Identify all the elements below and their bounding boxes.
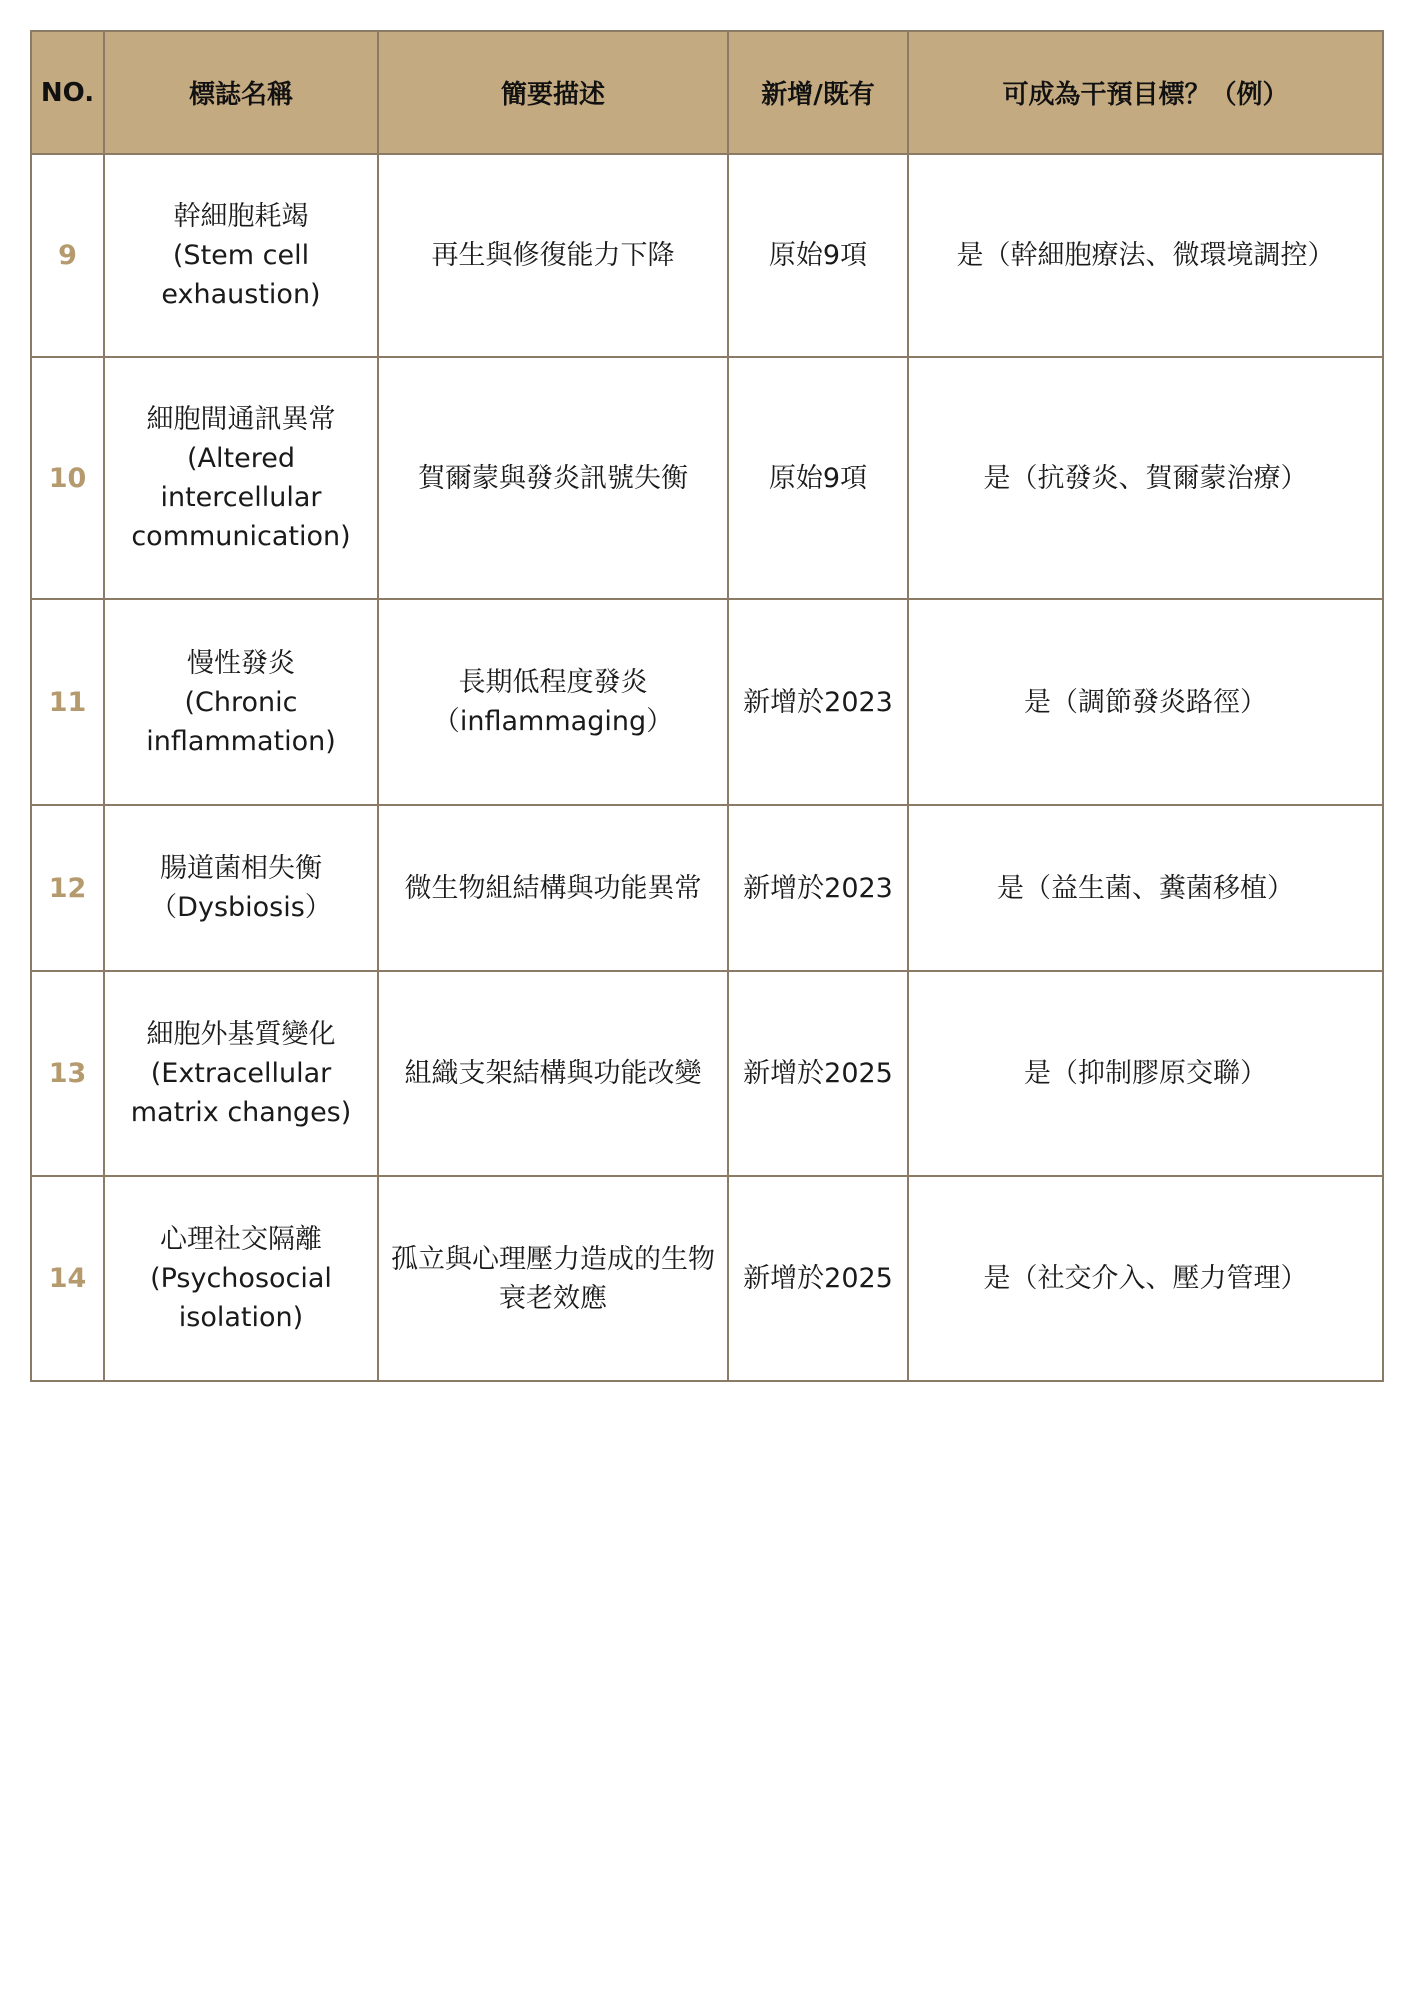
table-row (31, 1176, 1383, 1381)
hallmark-name-zh: 幹細胞耗竭 (173, 201, 309, 232)
row-number: 10 (31, 357, 104, 599)
hallmark-name-en: (Stem cell exhaustion) (161, 240, 321, 310)
hallmark-name (104, 357, 378, 599)
hallmark-target: 是（幹細胞療法、微環境調控） (908, 154, 1383, 357)
row-number: 13 (31, 971, 104, 1176)
hallmark-target: 是（抗發炎、賀爾蒙治療） (908, 357, 1383, 599)
hallmark-name-en: (Psychosocial isolation) (150, 1263, 332, 1333)
hallmark-name-en: （Dysbiosis） (150, 892, 332, 923)
row-number: 11 (31, 599, 104, 805)
hallmark-description: 再生與修復能力下降 (378, 154, 728, 357)
hallmark-target: 是（抑制膠原交聯） (908, 971, 1383, 1176)
hallmark-status: 原始9項 (728, 154, 908, 357)
header-name: 標誌名稱 (104, 31, 378, 154)
hallmark-name-en: (Chronic inflammation) (146, 686, 336, 757)
row-number: 12 (31, 805, 104, 971)
hallmark-target: 是（社交介入、壓力管理） (908, 1176, 1383, 1381)
hallmarks-table (30, 30, 1384, 1382)
hallmark-name-zh: 細胞外基質變化 (146, 1019, 336, 1050)
hallmark-description: 組織支架結構與功能改變 (378, 971, 728, 1176)
row-number: 14 (31, 1176, 104, 1381)
header-row (31, 31, 1383, 154)
hallmark-target: 是（調節發炎路徑） (908, 599, 1383, 805)
table-body (31, 154, 1383, 1381)
hallmark-name-zh: 腸道菌相失衡 (160, 853, 322, 884)
hallmark-description: 微生物組結構與功能異常 (378, 805, 728, 971)
hallmark-status: 原始9項 (728, 357, 908, 599)
hallmark-status: 新增於2025 (728, 1176, 908, 1381)
table-row (31, 357, 1383, 599)
hallmark-status: 新增於2023 (728, 805, 908, 971)
hallmark-name-en: (Altered intercellular communication) (131, 443, 351, 552)
hallmark-name-zh: 慢性發炎 (187, 647, 295, 679)
hallmark-name (104, 1176, 378, 1381)
table-row (31, 599, 1383, 805)
hallmark-name (104, 971, 378, 1176)
hallmark-name-en: (Extracellular matrix changes) (130, 1058, 352, 1128)
hallmark-name (104, 154, 378, 357)
hallmark-name (104, 599, 378, 805)
hallmark-name-zh: 細胞間通訊異常 (146, 404, 336, 435)
row-number: 9 (31, 154, 104, 357)
hallmark-description: 孤立與心理壓力造成的生物衰老效應 (378, 1176, 728, 1381)
header-status: 新增/既有 (728, 31, 908, 154)
hallmark-name-zh: 心理社交隔離 (160, 1224, 322, 1255)
hallmark-target: 是（益生菌、糞菌移植） (908, 805, 1383, 971)
hallmark-description: 長期低程度發炎（inflammaging） (378, 599, 728, 805)
hallmark-status: 新增於2023 (728, 599, 908, 805)
header-description: 簡要描述 (378, 31, 728, 154)
hallmark-name (104, 805, 378, 971)
table-header (31, 31, 1383, 154)
header-no: NO. (31, 31, 104, 154)
table-row (31, 971, 1383, 1176)
hallmark-description: 賀爾蒙與發炎訊號失衡 (378, 357, 728, 599)
hallmark-status: 新增於2025 (728, 971, 908, 1176)
table-row (31, 805, 1383, 971)
header-target: 可成為干預目標？（例） (908, 31, 1383, 154)
table-row (31, 154, 1383, 357)
